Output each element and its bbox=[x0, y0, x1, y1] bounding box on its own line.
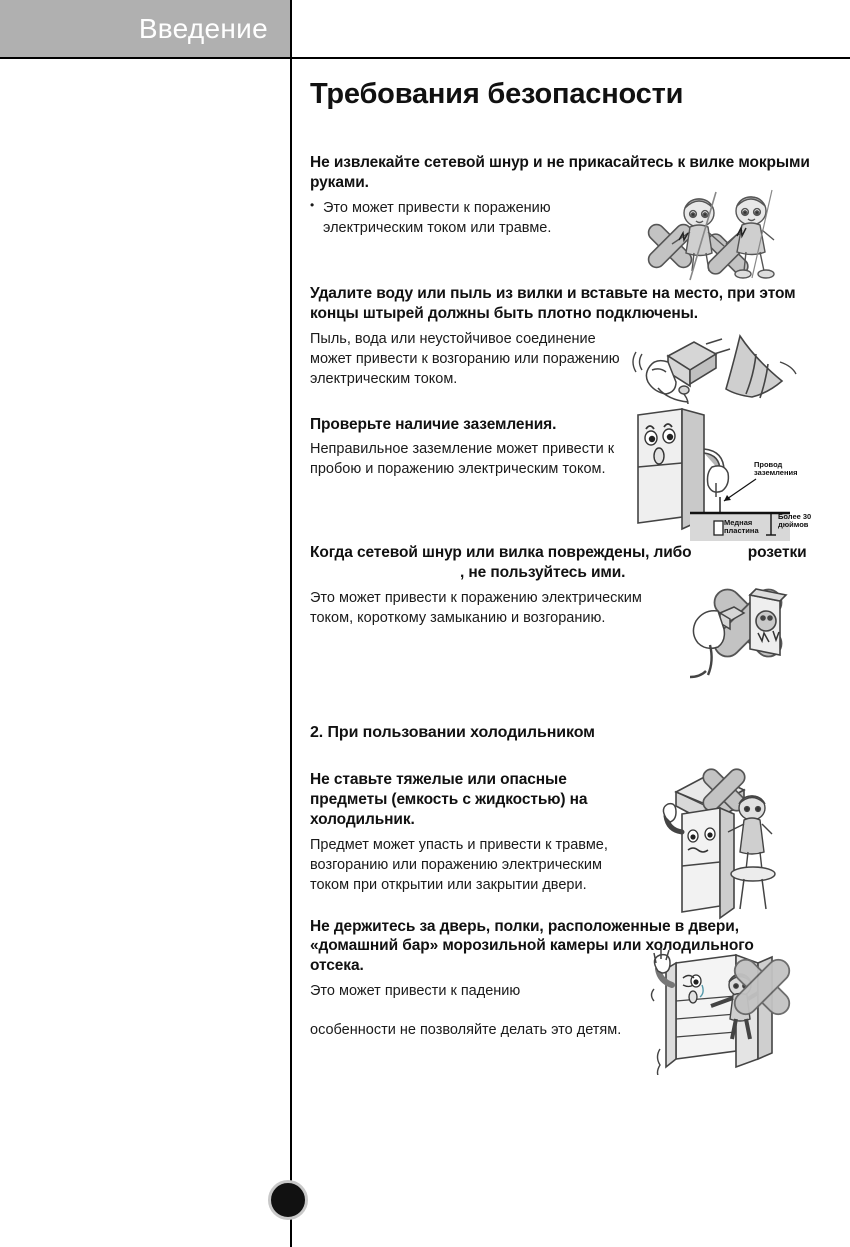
broken-outlet-x-icon bbox=[678, 571, 818, 681]
section-body: Предмет может упасть и привести к травме, возгоранию или поражению электрическим током при открытии или закрытии двери. bbox=[310, 836, 608, 893]
section-clean-plug bbox=[310, 284, 810, 389]
page-title: Требования безопасности bbox=[310, 78, 684, 110]
section-door-shelves bbox=[310, 917, 810, 1040]
header-divider bbox=[0, 57, 850, 59]
page-number-badge bbox=[268, 1180, 308, 1220]
section-heading-part1: Когда сетевой шнур или вилка повреждены, либо bbox=[310, 544, 692, 562]
section-heading: Удалите воду или пыль из вилки и вставьте на место, при этом концы штырей должны быть плотно подключены. bbox=[310, 285, 796, 322]
group-heading-usage bbox=[310, 724, 810, 742]
section-body bbox=[310, 198, 653, 238]
two-children-shock-icon bbox=[632, 188, 797, 283]
section-heading: Не извлекайте сетевой шнур и не прикасайтесь к вилке мокрыми руками. bbox=[310, 154, 810, 192]
section-heading-part3: , не пользуйтесь ими. bbox=[460, 564, 626, 582]
section-damaged-cord bbox=[310, 543, 810, 628]
copper-plate-label: Медная пластина bbox=[724, 517, 759, 536]
section-heading-part2: розетки bbox=[747, 544, 807, 562]
bullet-icon: • bbox=[310, 198, 315, 212]
group-heading-text: 2. При пользовании холодильником bbox=[310, 724, 595, 742]
section-body-line2: особенности не позволяйте делать это детям. bbox=[310, 1022, 622, 1039]
section-heading: Проверьте наличие заземления. bbox=[310, 415, 557, 433]
section-wet-hands bbox=[310, 153, 810, 238]
section-banner-label: Введение bbox=[138, 12, 268, 44]
section-grounding bbox=[310, 415, 812, 536]
section-heading: Не ставьте тяжелые или опасные предметы (емкость с жидкостью) на холодильник. bbox=[310, 771, 588, 828]
child-hanging-door-icon bbox=[650, 945, 805, 1075]
fridge-box-child-icon bbox=[652, 762, 802, 922]
ground-wire-label: Провод заземления bbox=[754, 459, 798, 478]
depth-label: Более 30 дюймов bbox=[778, 511, 812, 530]
content-column bbox=[310, 70, 810, 1040]
section-heavy-objects bbox=[310, 770, 810, 894]
section-body-line1: Это может привести к падению bbox=[310, 983, 521, 1000]
hand-plug-cloth-icon bbox=[628, 332, 798, 412]
section-heading: Не держитесь за дверь, полки, расположенные в двери, «домашний бар» морозильной камеры или холодильного отсека. bbox=[310, 917, 754, 975]
section-body: Пыль, вода или неустойчивое соединение может привести к возгоранию или поражению электрическим током. bbox=[310, 330, 620, 387]
column-divider bbox=[290, 0, 292, 1247]
section-body: Это может привести к поражению электрическим током, короткому замыканию и возгоранию. bbox=[310, 590, 642, 627]
section-body: Неправильное заземление может привести к пробою и поражению электрическим током. bbox=[310, 441, 615, 478]
fridge-grounding-icon bbox=[628, 405, 812, 545]
section-banner bbox=[0, 0, 290, 57]
section-body-text: Это может привести к поражению электрическим током или травме. bbox=[323, 200, 552, 236]
